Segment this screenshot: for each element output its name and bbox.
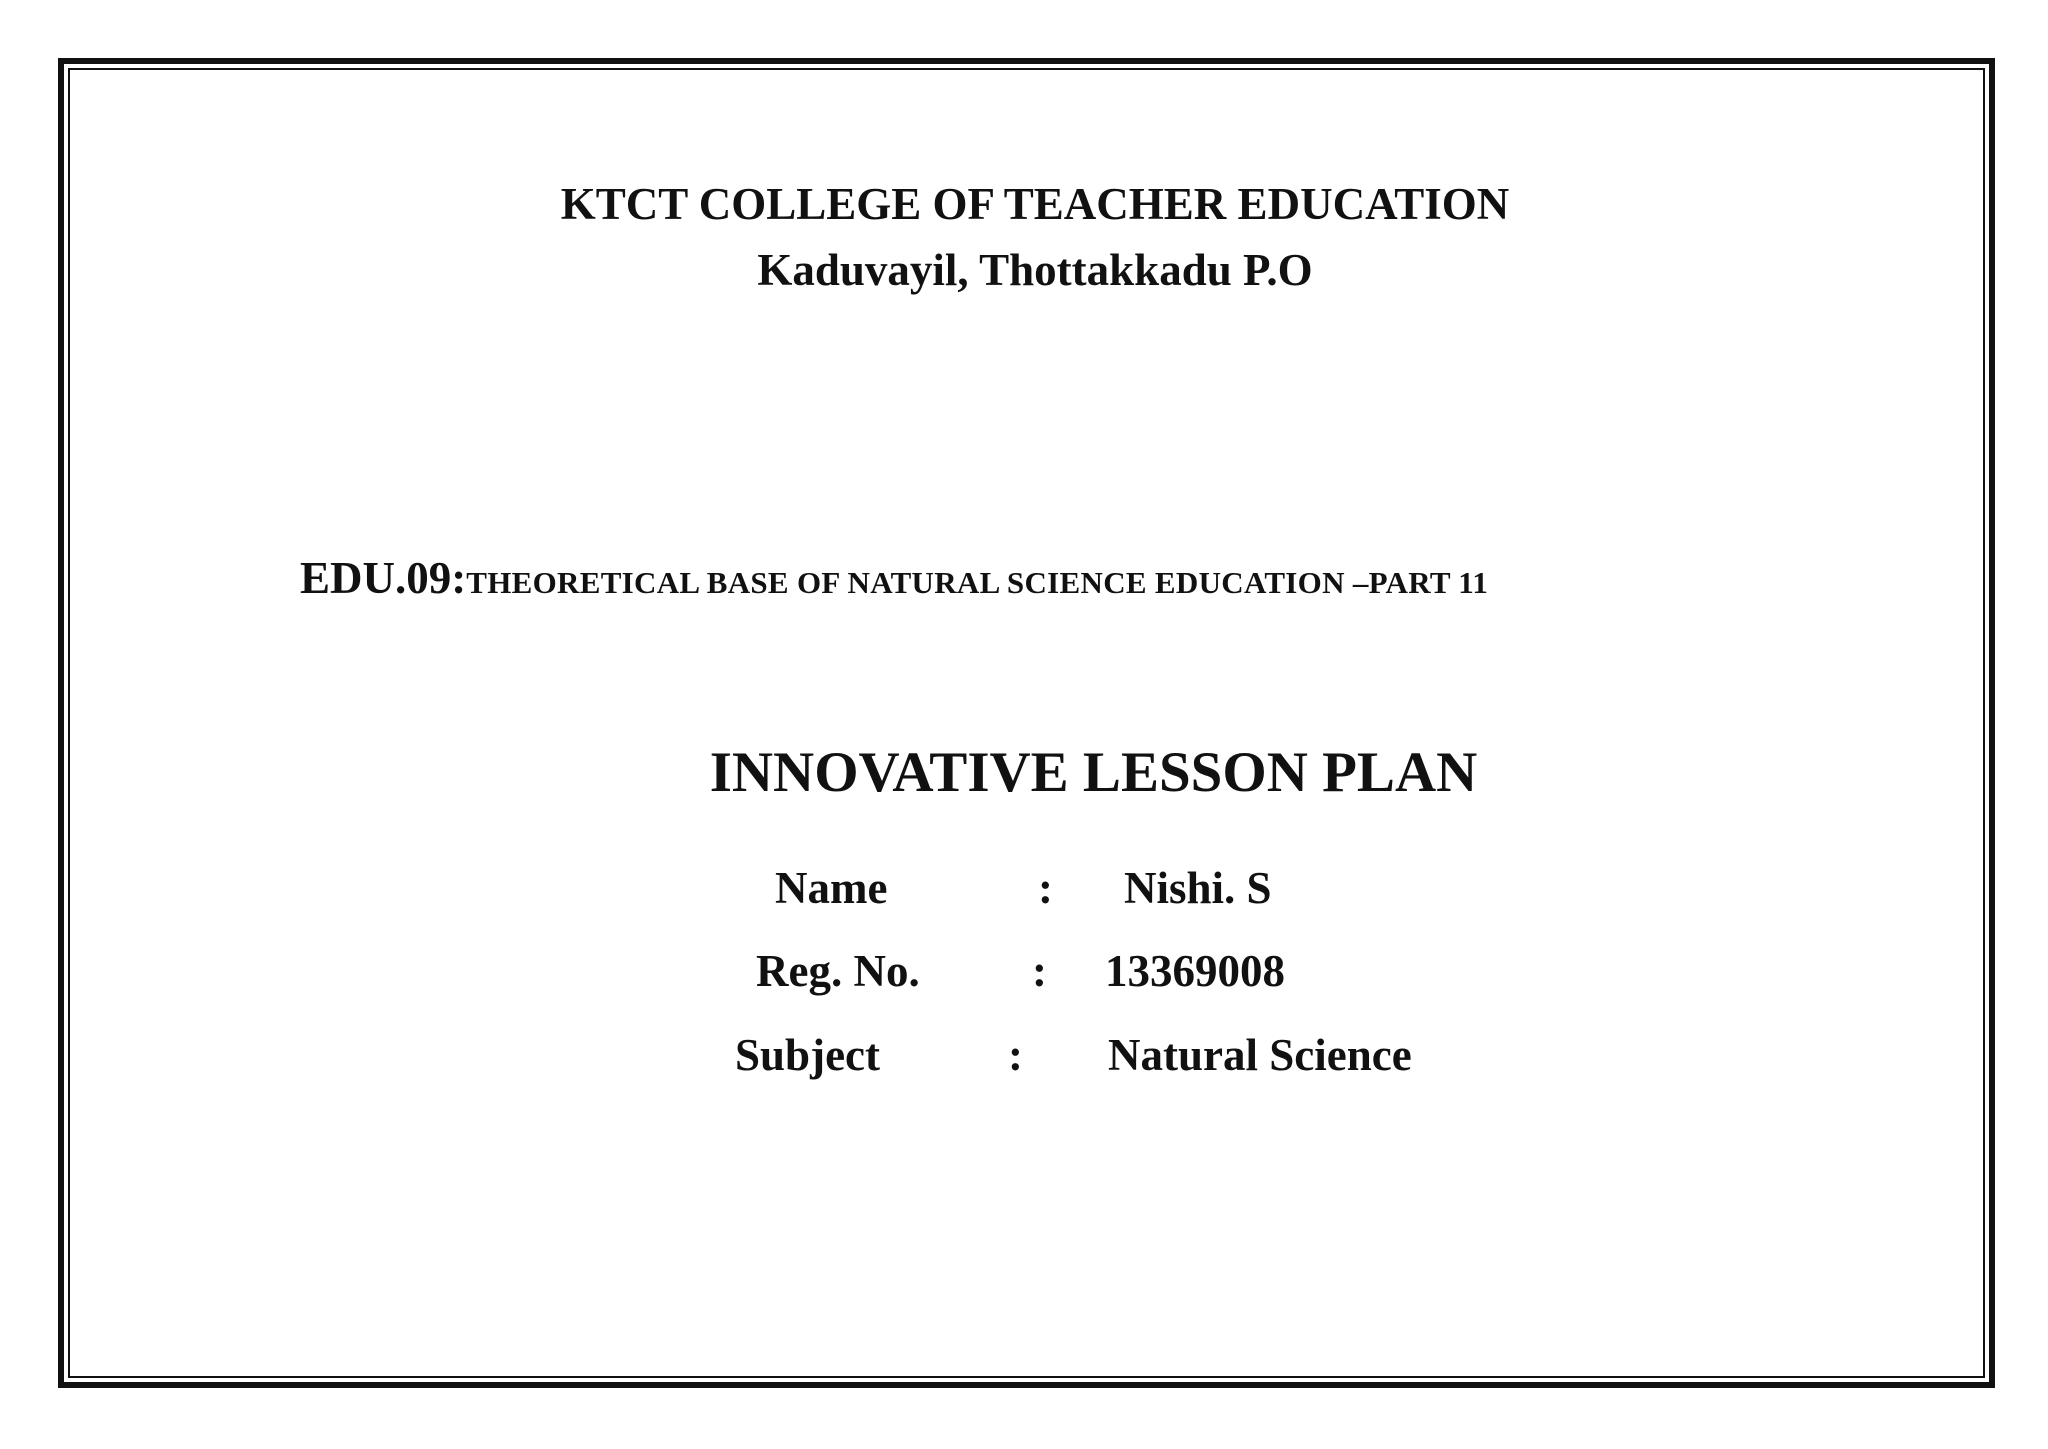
detail-label: Reg. No.	[756, 946, 920, 996]
detail-label: Subject	[735, 1030, 880, 1080]
document-title: INNOVATIVE LESSON PLAN	[709, 741, 1478, 804]
course-heading	[300, 552, 1488, 604]
detail-value: 13369008	[1105, 946, 1285, 996]
detail-separator: :	[1038, 863, 1053, 913]
detail-value: Natural Science	[1108, 1030, 1412, 1080]
detail-value: Nishi. S	[1124, 863, 1272, 913]
detail-separator: :	[1008, 1030, 1023, 1080]
institution-address: Kaduvayil, Thottakkadu P.O	[757, 245, 1313, 295]
course-code: EDU.09:	[300, 553, 467, 603]
detail-label: Name	[775, 863, 888, 913]
course-title: THEORETICAL BASE OF NATURAL SCIENCE EDUCATION –PART 11	[466, 565, 1489, 600]
institution-name: KTCT COLLEGE OF TEACHER EDUCATION	[560, 179, 1510, 229]
detail-separator: :	[1032, 946, 1047, 996]
